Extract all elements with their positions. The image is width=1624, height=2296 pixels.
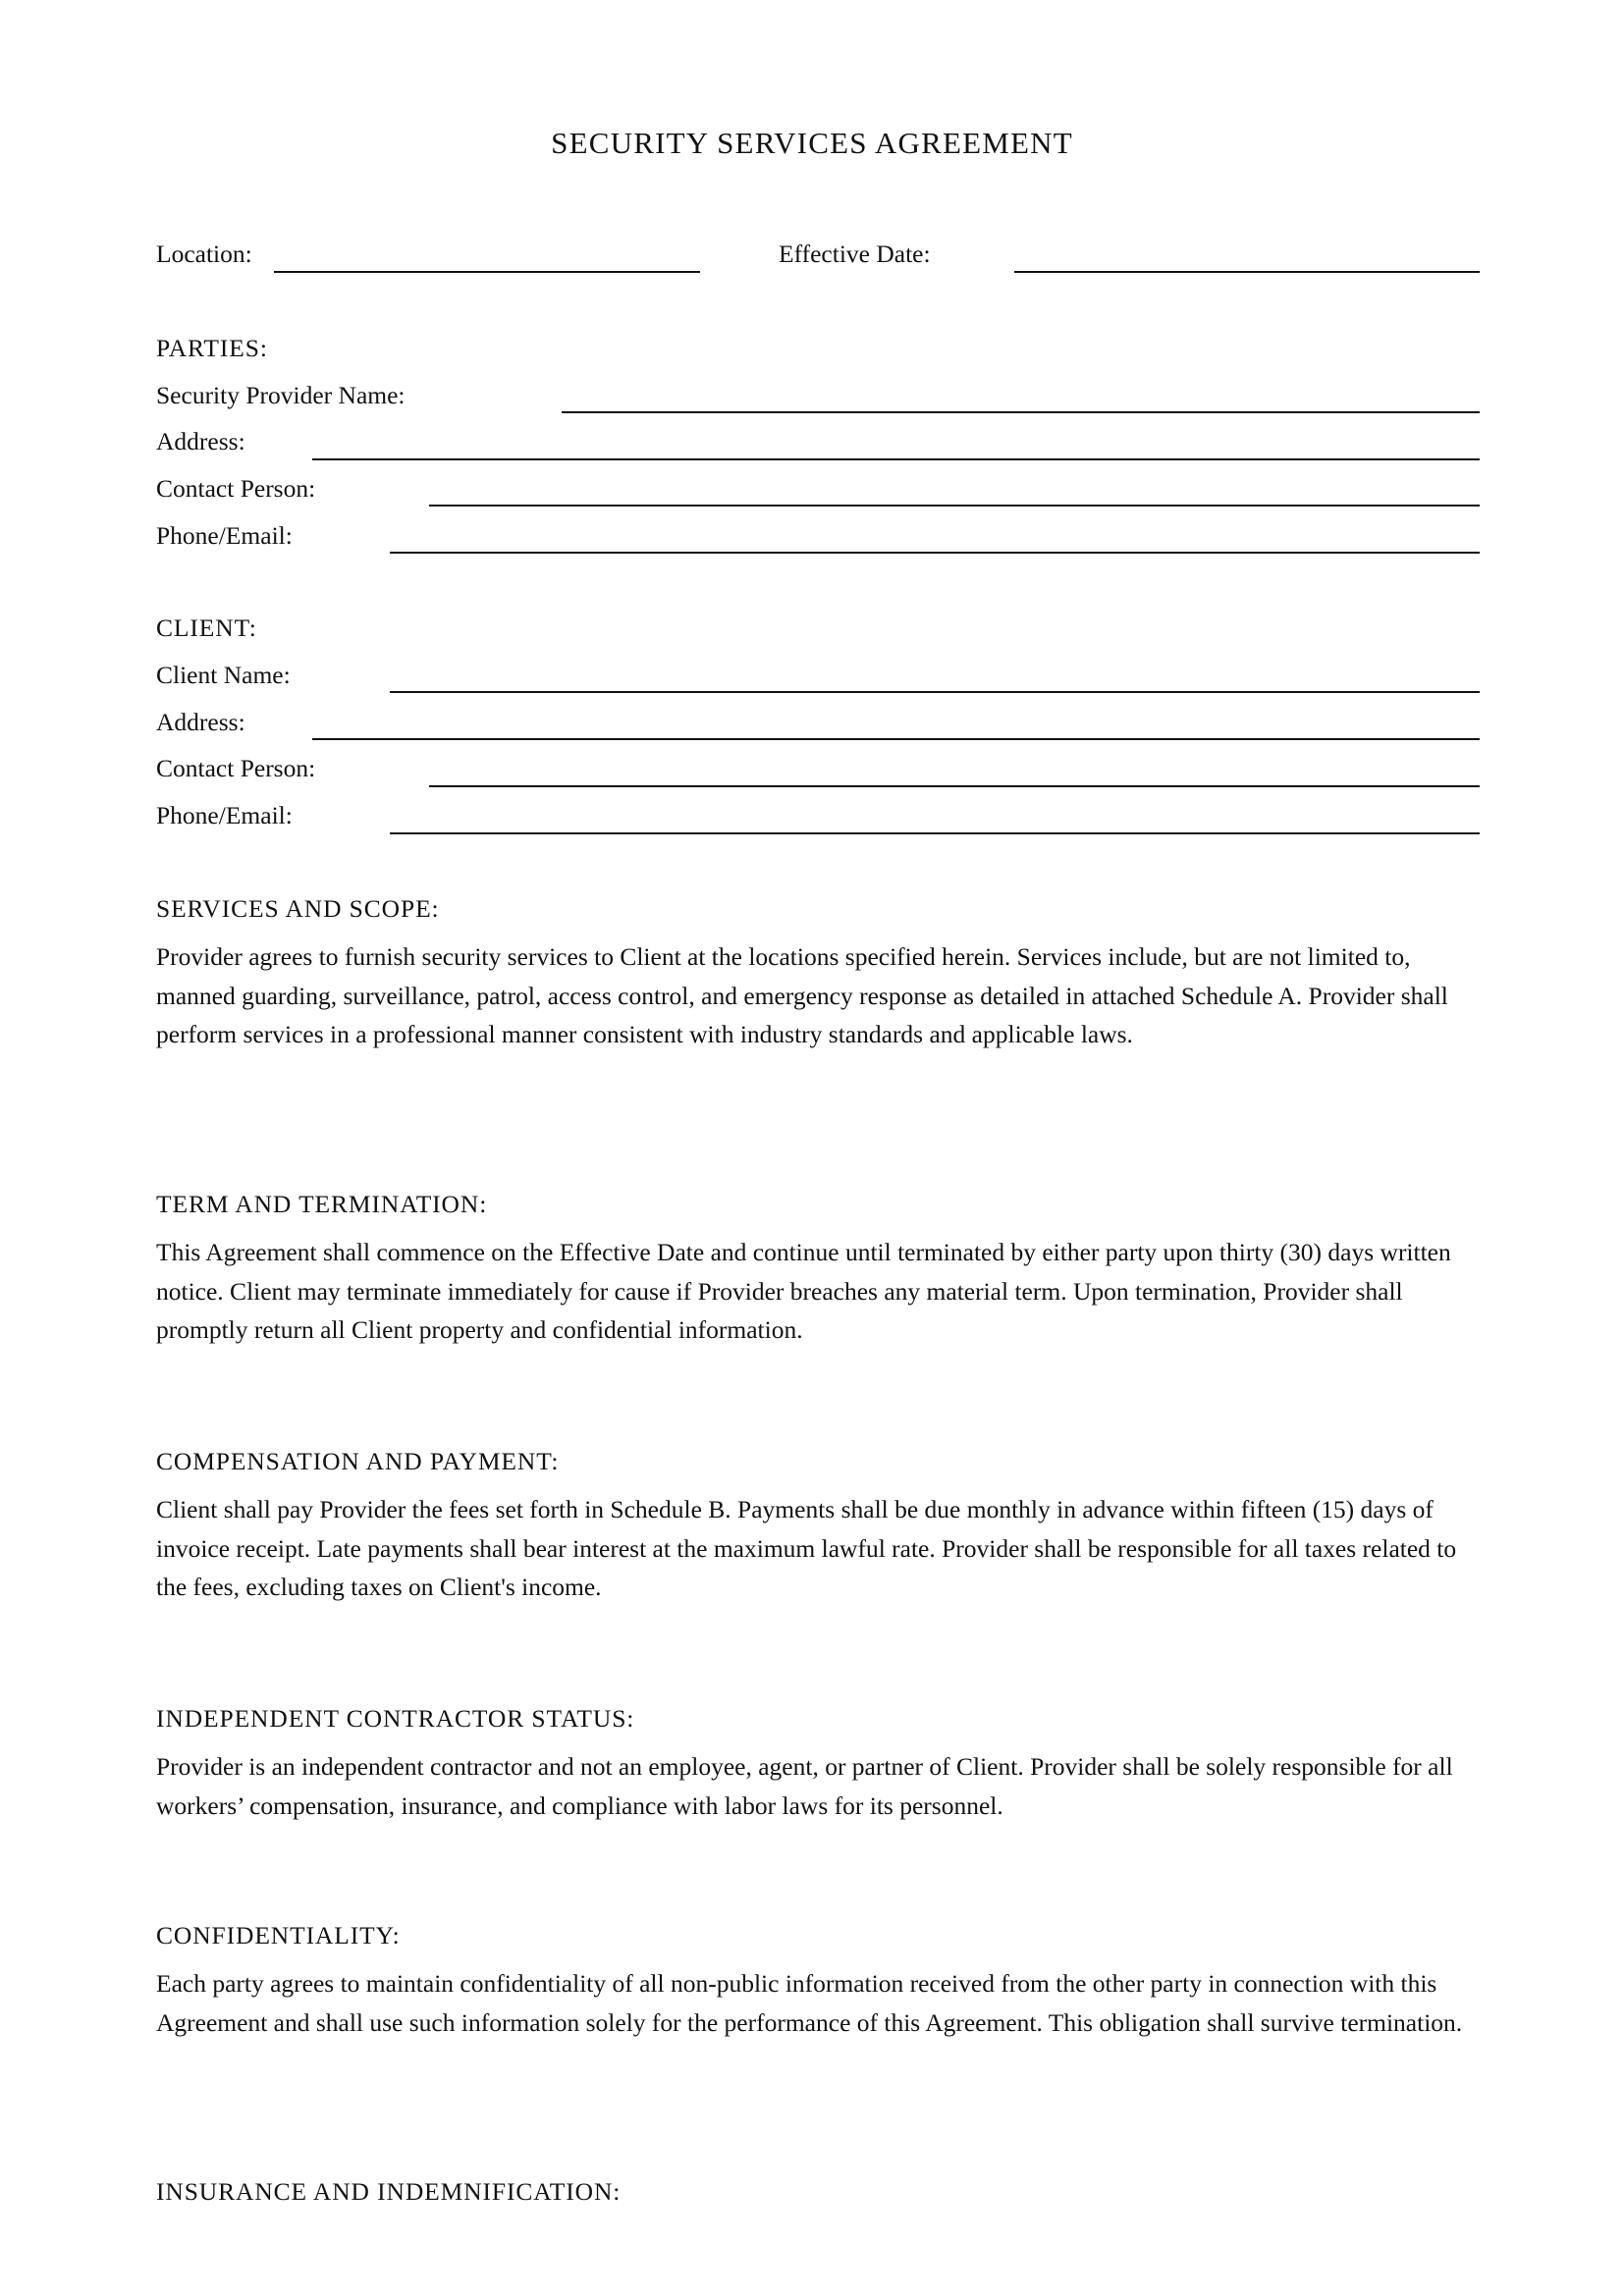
effective-date-field[interactable] xyxy=(1014,271,1480,273)
client-phone-field[interactable] xyxy=(390,832,1480,834)
provider-phone-label: Phone/Email: xyxy=(156,521,293,550)
term-body: This Agreement shall commence on the Effective Date and continue until terminated by either party upon thirty (30) days written notice. Client may terminate immediately for cause if Provider breaches any material term. Upon termination, Provider shall promptly return all Client property and confidential information. xyxy=(156,1238,1451,1344)
services-heading: SERVICES AND SCOPE: xyxy=(156,894,440,923)
client-address-field[interactable] xyxy=(312,738,1480,740)
location-label: Location: xyxy=(156,240,252,268)
provider-contact-field[interactable] xyxy=(429,505,1480,507)
insurance-heading: INSURANCE AND INDEMNIFICATION: xyxy=(156,2177,622,2206)
term-heading: TERM AND TERMINATION: xyxy=(156,1190,488,1218)
contractor-heading: INDEPENDENT CONTRACTOR STATUS: xyxy=(156,1704,635,1733)
provider-name-field[interactable] xyxy=(562,411,1480,413)
client-name-label: Client Name: xyxy=(156,661,291,689)
client-name-field[interactable] xyxy=(390,691,1480,693)
provider-name-label: Security Provider Name: xyxy=(156,381,406,409)
provider-address-label: Address: xyxy=(156,427,245,455)
document-title: SECURITY SERVICES AGREEMENT xyxy=(551,126,1073,160)
provider-contact-label: Contact Person: xyxy=(156,474,316,503)
effective-date-label: Effective Date: xyxy=(779,240,931,268)
client-address-label: Address: xyxy=(156,708,245,736)
compensation-heading: COMPENSATION AND PAYMENT: xyxy=(156,1447,560,1475)
parties-heading: PARTIES: xyxy=(156,334,268,362)
services-body: Provider agrees to furnish security services to Client at the locations specified herein. Services include, but are not limited to, manned guarding, surveillance, patrol, access control, and emergency response as detailed in attached Schedule A. Provider shall perform services in a professional manner consistent with industry standards and applicable laws. xyxy=(156,942,1448,1048)
client-contact-field[interactable] xyxy=(429,785,1480,787)
client-contact-label: Contact Person: xyxy=(156,754,316,782)
client-phone-label: Phone/Email: xyxy=(156,801,293,829)
provider-address-field[interactable] xyxy=(312,458,1480,460)
client-heading: CLIENT: xyxy=(156,614,257,642)
provider-phone-field[interactable] xyxy=(390,552,1480,554)
location-field[interactable] xyxy=(274,271,700,273)
contractor-body: Provider is an independent contractor and not an employee, agent, or partner of Client. Provider shall be solely responsible for all workers’ compensation, insurance, and compliance with labor laws for its personnel. xyxy=(156,1752,1453,1820)
confidentiality-body: Each party agrees to maintain confidentiality of all non-public information received from the other party in connection with this Agreement and shall use such information solely for the performance of this Agreement. This obligation shall survive termination. xyxy=(156,1969,1463,2037)
compensation-body: Client shall pay Provider the fees set forth in Schedule B. Payments shall be due monthly in advance within fifteen (15) days of invoice receipt. Late payments shall bear interest at the maximum lawful rate. Provider shall be responsible for all taxes related to the fees, excluding taxes on Client's income. xyxy=(156,1495,1457,1601)
confidentiality-heading: CONFIDENTIALITY: xyxy=(156,1921,401,1949)
